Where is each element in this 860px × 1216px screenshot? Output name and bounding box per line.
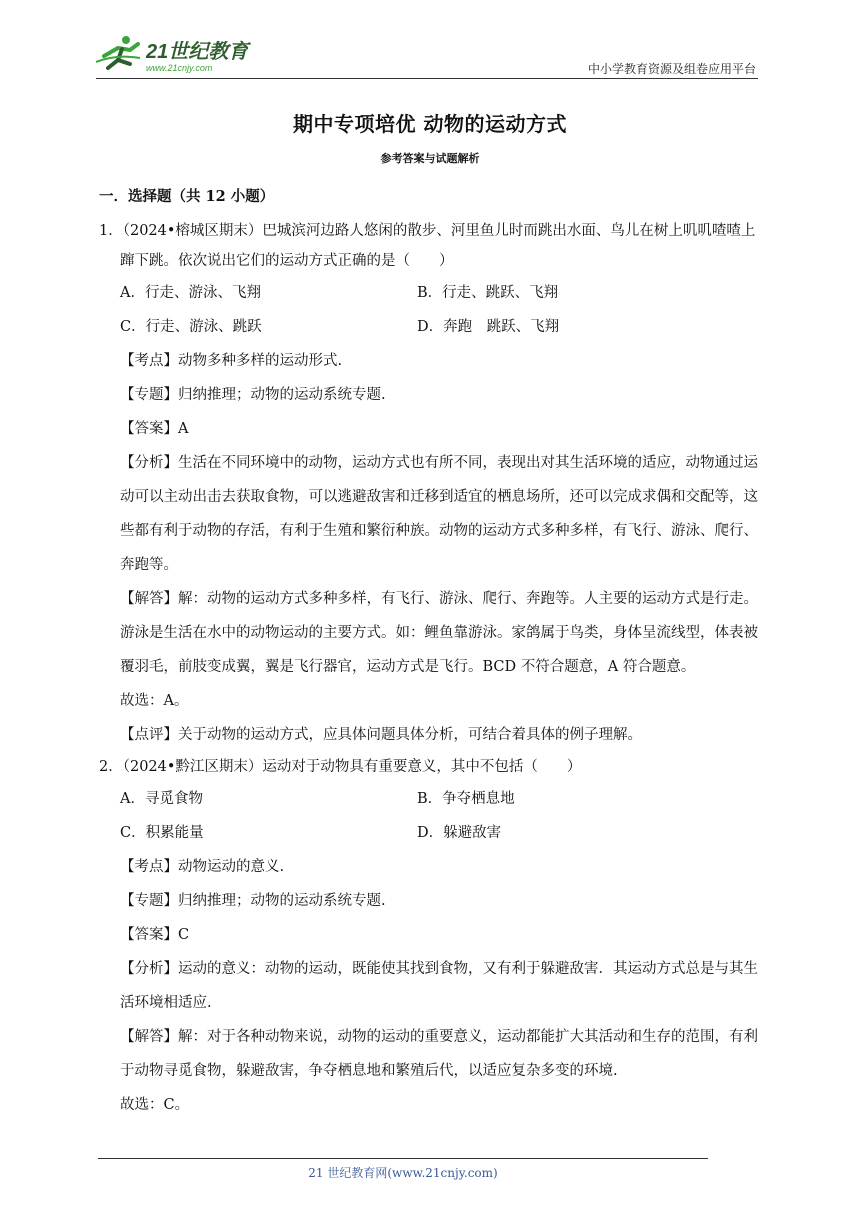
zhuanti: 【专题】归纳推理；动物的运动系统专题. <box>120 893 386 909</box>
question-list <box>99 216 767 1122</box>
zhuanti: 【专题】归纳推理；动物的运动系统专题. <box>120 387 386 403</box>
choice: 故选：C。 <box>120 1097 190 1113</box>
option-b: B．行走、跳跃、飞翔 <box>417 285 559 301</box>
option-c: C．积累能量 <box>120 825 204 841</box>
option-a: A．寻觅食物 <box>120 791 203 807</box>
question-2 <box>99 752 767 1122</box>
question-stem: 2．（2024•黔江区期末）运动对于动物具有重要意义，其中不包括（ ） <box>99 759 582 775</box>
answer: 【答案】C <box>120 927 190 943</box>
option-b: B．争夺栖息地 <box>417 791 515 807</box>
options <box>99 276 767 344</box>
kaodian: 【考点】动物多种多样的运动形式. <box>120 353 343 369</box>
solution: 【解答】解：动物的运动方式多种多样，有飞行、游泳、爬行、奔跑等。人主要的运动方式是行走。游泳是生活在水中的动物运动的主要方式。如：鲤鱼靠游泳。家鸽属于鸟类，身体呈流线型，体表被覆羽毛，前肢变成翼，翼是飞行器官，运动方式是飞行。BCD 不符合题意，A 符合题意。 <box>120 591 758 675</box>
answer: 【答案】A <box>120 421 189 437</box>
platform-name: 中小学教育资源及组卷应用平台 <box>587 62 756 76</box>
question-stem: 1．（2024•榕城区期末）巴城滨河边路人悠闲的散步、河里鱼儿时而跳出水面、鸟儿在树上叽叽喳喳上蹿下跳。依次说出它们的运动方式正确的是（ ） <box>99 223 756 269</box>
footer-link[interactable]: 21 世纪教育网(www.21cnjy.com) <box>308 1166 498 1180</box>
option-d: D．躲避敌害 <box>417 825 502 841</box>
analysis: 【分析】生活在不同环境中的动物，运动方式也有所不同，表现出对其生活环境的适应，动物通过运动可以主动出击去获取食物，可以逃避敌害和迁移到适宜的栖息场所，还可以完成求偶和交配等，这些都有利于动物的存活，有利于生殖和繁衍种族。动物的运动方式多种多样，有飞行、游泳、爬行、奔跑等。 <box>120 455 758 573</box>
logo-url: www.21cnjy.com <box>146 63 213 73</box>
runner-icon <box>96 36 140 68</box>
question-1 <box>99 216 767 752</box>
kaodian: 【考点】动物运动的意义. <box>120 859 285 875</box>
comment: 【点评】关于动物的运动方式，应具体问题具体分析，可结合着具体的例子理解。 <box>120 727 642 743</box>
solution: 【解答】解：对于各种动物来说，动物的运动的重要意义，运动都能扩大其活动和生存的范围，有利于动物寻觅食物，躲避敌害，争夺栖息地和繁殖后代，以适应复杂多变的环境. <box>120 1029 758 1079</box>
option-d: D．奔跑 跳跃、飞翔 <box>417 319 560 335</box>
option-c: C．行走、游泳、跳跃 <box>120 319 262 335</box>
document-title: 期中专项培优 动物的运动方式 <box>293 112 567 136</box>
option-a: A．行走、游泳、飞翔 <box>120 285 261 301</box>
page-header <box>96 30 760 80</box>
analysis: 【分析】运动的意义：动物的运动，既能使其找到食物，又有利于躲避敌害．其运动方式总是与其生活环境相适应. <box>120 961 758 1011</box>
header-divider <box>96 78 758 79</box>
logo <box>96 34 266 74</box>
document-subtitle: 参考答案与试题解析 <box>380 152 480 165</box>
choice: 故选：A。 <box>120 693 189 709</box>
logo-text: 21世纪教育 <box>146 41 249 63</box>
options <box>99 782 767 850</box>
footer-divider <box>98 1158 708 1159</box>
section-heading: 一．选择题（共 12 小题） <box>99 188 275 205</box>
